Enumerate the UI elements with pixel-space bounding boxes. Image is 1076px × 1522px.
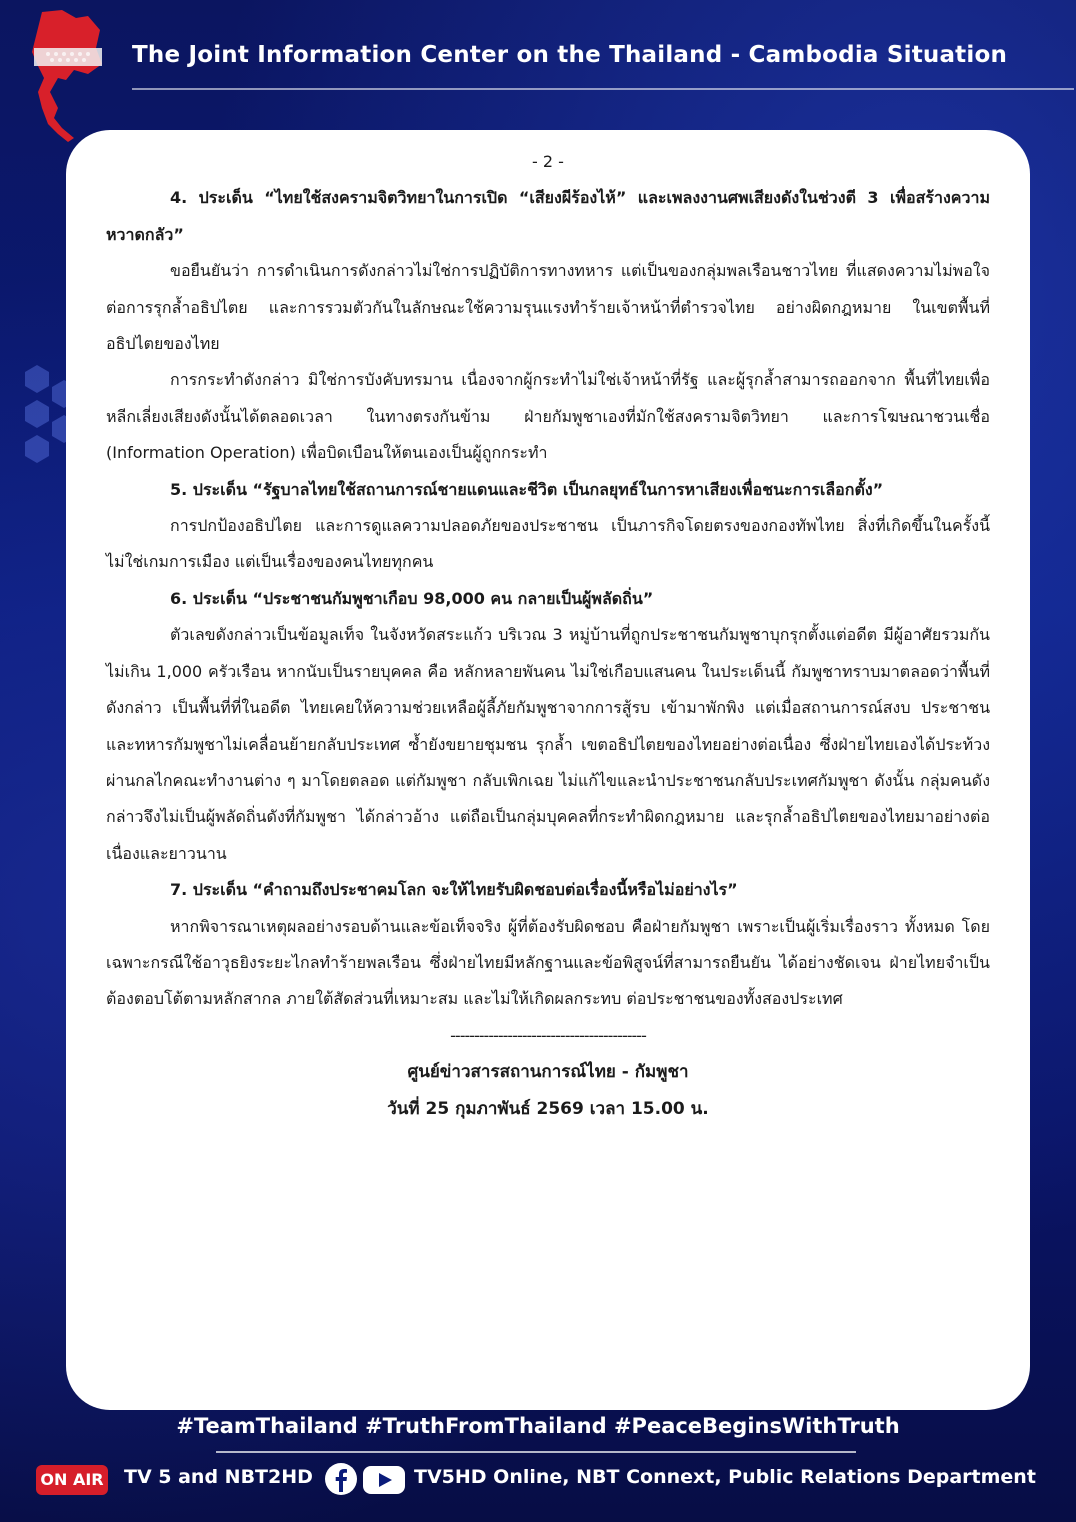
header-divider xyxy=(132,88,1074,90)
footer-divider xyxy=(216,1451,856,1453)
signature-divider: ----------------------------------------- xyxy=(450,1025,646,1045)
section-heading: 6. ประเด็น “ประชาชนกัมพูชาเกือบ 98,000 คน กลายเป็นผู้พลัดถิ่น” xyxy=(170,588,654,608)
signature-organization: ศูนย์ข่าวสารสถานการณ์ไทย - กัมพูชา xyxy=(407,1062,689,1083)
online-platforms: TV5HD Online, NBT Connext, Public Relations Department xyxy=(414,1466,1036,1488)
signature-date: วันที่ 25 กุมภาพันธ์ 2569 เวลา 15.00 น. xyxy=(387,1098,709,1119)
document-card xyxy=(66,130,1030,1410)
section-paragraph: การกระทำดังกล่าว มิใช่การบังคับทรมาน เนื่องจากผู้กระทำไม่ใช่เจ้าหน้าที่รัฐ และผู้รุกล้ำสามารถออกจาก พื้นที่ไทยเพื่อหลีกเลี่ยงเสียงดังนั้นได้ตลอดเวลา ในทางตรงกันข้าม ฝ่ายกัมพูชาเองที่มักใช้สงครามจิตวิทยา และการโฆษณาชวนเชื่อ (Information Operation) เพื่อบิดเบือนให้ตนเองเป็นผู้ถูกกระทำ xyxy=(106,370,990,463)
section-heading: 5. ประเด็น “รัฐบาลไทยใช้สถานการณ์ชายแดนและชีวิต เป็นกลยุทธ์ในการหาเสียงเพื่อชนะการเลือกตั้ง” xyxy=(170,479,884,499)
on-air-badge: ON AIR xyxy=(36,1465,108,1495)
youtube-icon xyxy=(362,1464,406,1496)
tv-channels: TV 5 and NBT2HD xyxy=(124,1466,313,1488)
section-paragraph: ตัวเลขดังกล่าวเป็นข้อมูลเท็จ ในจังหวัดสระแก้ว บริเวณ 3 หมู่บ้านที่ถูกประชาชนกัมพูชาบุกรุกตั้งแต่อดีต มีผู้อาศัยรวมกัน ไม่เกิน 1,000 ครัวเรือน หากนับเป็นรายบุคคล คือ หลักหลายพันคน ไม่ใช่เกือบแสนคน ในประเด็นนี้ กัมพูชาทราบมาตลอดว่าพื้นที่ดังกล่าว เป็นพื้นที่ที่ในอดีต ไทยเคยให้ความช่วยเหลือผู้ลี้ภัยกัมพูชาจากการสู้รบ เข้ามาพักพิง แต่เมื่อสถานการณ์สงบ ประชาชนและทหารกัมพูชาไม่เคลื่อนย้ายกลับประเทศ ซ้ำยังขยายชุมชน รุกล้ำ เขตอธิปไตยของไทยอย่างต่อเนื่อง ซึ่งฝ่ายไทยเองได้ประท้วงผ่านกลไกคณะทำงานต่าง ๆ มาโดยตลอด แต่กัมพูชา กลับเพิกเฉย ไม่แก้ไขและนำประชาชนกลับประเทศกัมพูชา ดังนั้น กลุ่มคนดังกล่าวจึงไม่เป็นผู้พลัดถิ่นดังที่กัมพูชา ได้กล่าวอ้าง แต่ถือเป็นกลุ่มบุคคลที่กระทำผิดกฎหมาย และรุกล้ำอธิปไตยของไทยมาอย่างต่อเนื่องและยาวนาน xyxy=(106,625,990,863)
facebook-icon xyxy=(324,1462,358,1496)
section-paragraph: การปกป้องอธิปไตย และการดูแลความปลอดภัยของประชาชน เป็นภารกิจโดยตรงของกองทัพไทย สิ่งที่เกิดขึ้นในครั้งนี้ ไม่ใช่เกมการเมือง แต่เป็นเรื่องของคนไทยทุกคน xyxy=(106,516,990,572)
section-paragraph: ขอยืนยันว่า การดำเนินการดังกล่าวไม่ใช่การปฏิบัติการทางทหาร แต่เป็นของกลุ่มพลเรือนชาวไทย ที่แสดงความไม่พอใจต่อการรุกล้ำอธิปไตย และการรวมตัวกันในลักษณะใช้ความรุนแรงทำร้ายเจ้าหน้าที่ตำรวจไทย อย่างผิดกฎหมาย ในเขตพื้นที่อธิปไตยของไทย xyxy=(106,261,990,354)
footer-hashtags: #TeamThailand #TruthFromThailand #PeaceBeginsWithTruth xyxy=(176,1414,900,1438)
section-heading: 7. ประเด็น “คำถามถึงประชาคมโลก จะให้ไทยรับผิดชอบต่อเรื่องนี้หรือไม่อย่างไร” xyxy=(170,880,738,900)
header-title: The Joint Information Center on the Thailand - Cambodia Situation xyxy=(132,42,1008,68)
section-paragraph: หากพิจารณาเหตุผลอย่างรอบด้านและข้อเท็จจริง ผู้ที่ต้องรับผิดชอบ คือฝ่ายกัมพูชา เพราะเป็นผู้เริ่มเรื่องราว ทั้งหมด โดยเฉพาะกรณีใช้อาวุธยิงระยะไกลทำร้ายพลเรือน ซึ่งฝ่ายไทยมีหลักฐานและข้อพิสูจน์ที่สามารถยืนยัน ได้อย่างชัดเจน ฝ่ายไทยจำเป็นต้องตอบโต้ตามหลักสากล ภายใต้สัดส่วนที่เหมาะสม และไม่ให้เกิดผลกระทบ ต่อประชาชนของทั้งสองประเทศ xyxy=(106,916,990,1009)
section-heading: 4. ประเด็น “ไทยใช้สงครามจิตวิทยาในการเปิด “เสียงผีร้องไห้” และเพลงงานศพเสียงดังในช่วงตี 3 เพื่อสร้างความหวาดกลัว” xyxy=(106,188,990,244)
page-number: - 2 - xyxy=(532,152,564,171)
thailand-map-logo xyxy=(28,8,108,144)
document-body xyxy=(106,144,990,1127)
